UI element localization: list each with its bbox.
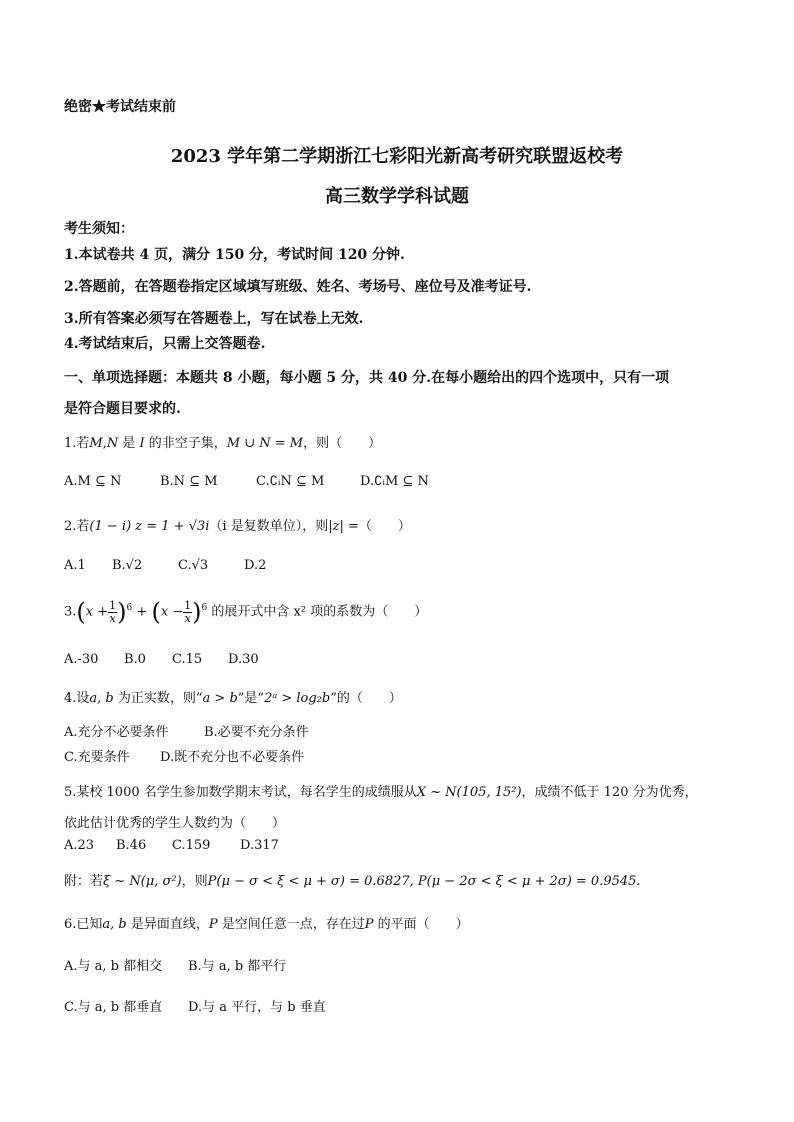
option-a[interactable]: A.23 [64,838,95,853]
section-instruction-line1: 一、单项选择题：本题共 8 小题，每小题 5 分，共 40 分.在每小题给出的四个选项中，只有一项 [64,370,670,386]
question-6: 6.已知a, b 是异面直线，P 是空间任意一点，存在过P 的平面（ ） [64,917,469,932]
option-c[interactable]: C.159 [172,838,211,853]
question-6-options-row1 [64,955,286,974]
question-5-note: 附：若ξ ~ N(μ, σ²)，则P(μ − σ < ξ < μ + σ) = 0.6827, P(μ − 2σ < ξ < μ + 2σ) = 0.9545. [64,874,641,889]
option-b[interactable]: B.√2 [112,558,143,573]
option-b[interactable]: B.N ⊆ M [160,474,218,489]
notice-item-3: 3.所有答案必须写在答题卷上，写在试卷上无效. [64,311,364,327]
fraction-1-over-x-2: $\frac{1}{x}$ [184,598,192,625]
option-b[interactable]: B.与 a, b 都平行 [188,959,287,974]
question-1-options [64,474,429,489]
option-c[interactable]: C.充要条件 [64,750,130,765]
notice-item-2: 2.答题前，在答题卷指定区域填写班级、姓名、考场号、座位号及准考证号. [64,279,532,295]
option-b[interactable]: B.0 [124,652,146,667]
question-5-line1: 5.某校 1000 名学生参加数学期末考试，每名学生的成绩服从X ~ N(105, 15²)，成绩不低于 120 分为优秀， [64,785,698,800]
option-a[interactable]: A.与 a, b 都相交 [64,959,163,974]
option-a[interactable]: A.1 [64,558,86,573]
question-4: 4.设a, b 为正实数，则“a > b”是“2ᵃ > log₂b”的（ ） [64,691,402,706]
notice-item-4: 4.考试结束后，只需上交答题卷. [64,336,266,352]
section-instruction-line2: 是符合题目要求的. [64,401,181,417]
question-4-options-row2 [64,746,304,765]
option-c[interactable]: C.∁ᵢN ⊆ M [256,474,325,489]
notice-item-1: 1.本试卷共 4 页，满分 150 分，考试时间 120 分钟. [64,247,405,263]
option-c[interactable]: C.√3 [178,558,209,573]
question-4-options-row1 [64,721,309,740]
option-c[interactable]: C.15 [172,652,203,667]
option-d[interactable]: D.30 [228,652,259,667]
option-a[interactable]: A.-30 [64,652,99,667]
question-5-options [64,838,279,853]
exam-title: 2023 学年第二学期浙江七彩阳光新高考研究联盟返校考 [170,146,624,167]
option-d[interactable]: D.2 [244,558,267,573]
exam-subtitle: 高三数学学科试题 [325,186,469,207]
question-5-line2: 依此估计优秀的学生人数约为（ ） [64,816,286,831]
option-b[interactable]: B.必要不充分条件 [204,725,309,740]
confidential-label: 绝密★考试结束前 [64,99,176,115]
option-a[interactable]: A.M ⊆ N [64,474,122,489]
option-d[interactable]: D.317 [240,838,279,853]
option-b[interactable]: B.46 [116,838,147,853]
option-d[interactable]: D.与 a 平行，与 b 垂直 [188,1000,326,1015]
question-3: 3.(x + $\frac{1}{x}$ )$^6$ + (x − $\frac{1}{x}$ )$^6$ 的展开式中含 x² 项的系数为（ ） [64,598,428,626]
question-2: 2.若(1 − i) z = 1 + √3i（i 是复数单位），则|z| =（ ） [64,519,411,534]
option-c[interactable]: C.与 a, b 都垂直 [64,1000,163,1015]
question-6-options-row2 [64,996,326,1015]
question-1: 1.若M,N 是 I 的非空子集，M ∪ N = M，则（ ） [64,436,382,451]
option-a[interactable]: A.充分不必要条件 [64,725,169,740]
notice-heading: 考生须知： [64,221,134,237]
fraction-1-over-x: $\frac{1}{x}$ [109,598,117,625]
option-d[interactable]: D.∁ᵢM ⊆ N [360,474,429,489]
question-2-options [64,558,266,573]
question-3-options [64,652,259,667]
option-d[interactable]: D.既不充分也不必要条件 [160,750,305,765]
